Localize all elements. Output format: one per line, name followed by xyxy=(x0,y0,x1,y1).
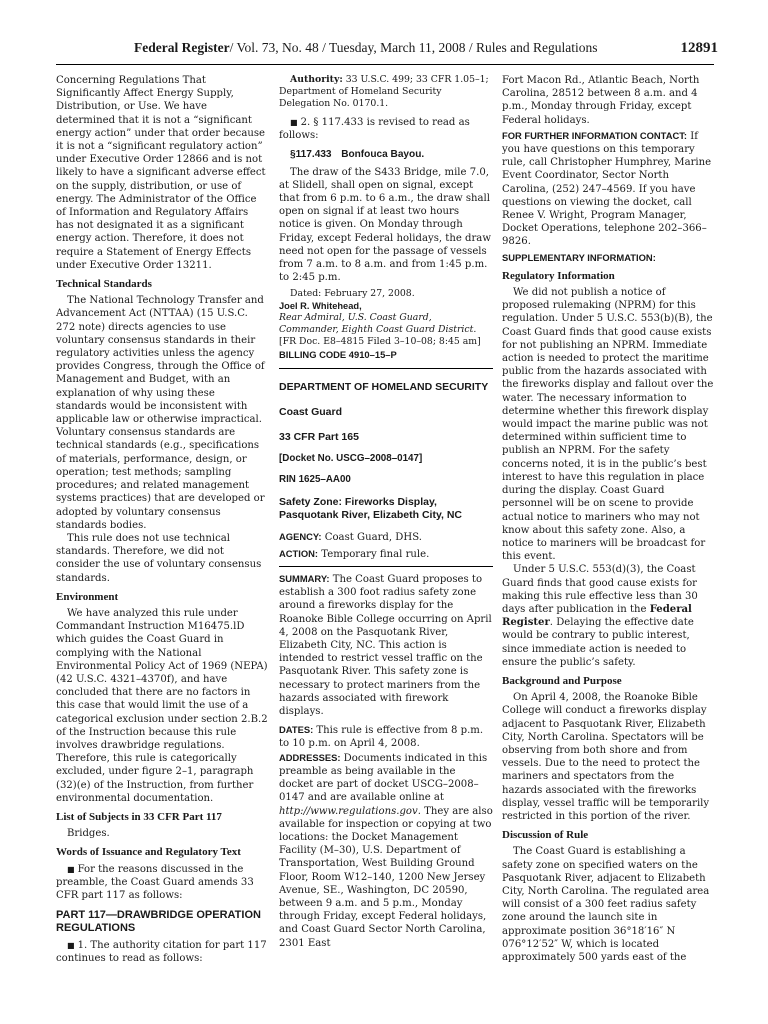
text: Under 5 U.S.C. 553(d)(3), the Coast Guard finds that good cause exists for making this rule effective less than 30 days after publication in the xyxy=(502,564,698,615)
heading-regulatory-information: Regulatory Information xyxy=(502,269,615,282)
journal-title: Federal Register xyxy=(134,40,230,55)
paragraph: The draw of the S433 Bridge, mile 7.0, at Slidell, shall open on signal, except that from 6 p.m. to 6 a.m., the draw shall open on signal if at least two hours notice is given. On Monday through Friday, except Federal holidays, the draw need not open for the passage of vessels from 7 a.m. to 8 a.m. and from 1:45 p.m. to 2:45 p.m. xyxy=(279,166,491,284)
cfr-heading: 33 CFR Part 165 xyxy=(279,430,359,443)
divider xyxy=(279,566,493,567)
paragraph: The National Technology Transfer and Advancement Act (NTTAA) (15 U.S.C. 272 note) directs agencies to use voluntary consensus standards in their regulatory activities unless the agency provides Congress, through the Office of Management and Budget, with an explanation of why using these standards would be inconsistent with applicable law or otherwise impractical. Voluntary consensus standards are technical standards (e.g., specifications of materials, performance, design, or operation; test methods; sampling procedures; and related management systems practices) that are developed or adopted by voluntary consensus standards bodies. xyxy=(56,295,265,531)
column-3 xyxy=(502,74,714,964)
paragraph: Concerning Regulations That Significantly Affect Energy Supply, Distribution, or Use. We have determined that it is not a “significant energy action” under that order because it is not a “significant regulatory action” under Executive Order 12866 and is not likely to have a significant adverse effect on the supply, distribution, or use of energy. The Administrator of the Office of Information and Regulatory Affairs has not designated it as a significant energy action. Therefore, it does not require a Statement of Energy Effects under Executive Order 13211. xyxy=(56,75,266,271)
heading-environment: Environment xyxy=(56,590,119,603)
agency-text: Coast Guard, DHS. xyxy=(321,531,422,543)
text: . Delaying the effective date would be contrary to public interest, since immediate action is needed to ensure the public’s safety. xyxy=(502,617,694,668)
authority-text: 33 U.S.C. 499; 33 CFR 1.05–1; Department of Homeland Security Delegation No. 0170.1. xyxy=(279,74,489,109)
paragraph: On April 4, 2008, the Roanoke Bible College will conduct a fireworks display adjacent to Pasquotank River, Elizabeth City, North Carolina. Spectators will be observing from both shore and from vessels. Due to the need to protect the mariners and spectators from the hazards associated with the fireworks display, vessel traffic will be temporarily restricted in this portion of the river. xyxy=(502,692,710,822)
divider xyxy=(279,368,493,369)
heading-background: Background and Purpose xyxy=(502,674,622,687)
section-title: Bonfouca Bayou. xyxy=(341,149,425,161)
paragraph: We have analyzed this rule under Commandant Instruction M16475.lD which guides the Coast Guard in complying with the National Environmental Policy Act of 1969 (NEPA) (42 U.S.C. 4321–4370f), and have concluded that there are no factors in this case that would limit the use of a categorical exclusion under section 2.B.2 of the Instruction because this rule involves drawbridge regulations. Therefore, this rule is categorically excluded, under figure 2–1, paragraph (32)(e) of the Instruction, from further environmental documentation. xyxy=(56,607,268,804)
action-line xyxy=(279,547,493,561)
department-heading: DEPARTMENT OF HOMELAND SECURITY xyxy=(279,380,489,393)
heading-words-of-issuance: Words of Issuance and Regulatory Text xyxy=(56,846,241,859)
fr-doc-line: [FR Doc. E8–4815 Filed 3–10–08; 8:45 am] xyxy=(279,336,481,348)
contact-info xyxy=(502,129,714,249)
column-1 xyxy=(56,74,268,966)
authority-citation xyxy=(279,74,493,110)
section-heading xyxy=(279,148,493,161)
agency-heading: Coast Guard xyxy=(279,405,343,418)
signer-title-text: Rear Admiral, U.S. Coast Guard, Commander, Eighth Coast Guard District. xyxy=(279,312,477,336)
section-number: §117.433 xyxy=(290,149,332,161)
authority-label: Authority: xyxy=(290,74,343,85)
paragraph: This rule does not use technical standards. Therefore, we did not consider the use of voluntary consensus standards. xyxy=(56,532,262,584)
signer-title xyxy=(279,312,493,336)
heading-technical-standards: Technical Standards xyxy=(56,278,152,291)
page-number: 12891 xyxy=(680,40,718,56)
summary xyxy=(279,572,493,718)
action-label: ACTION: xyxy=(279,547,319,559)
billing-code: BILLING CODE 4910–15–P xyxy=(279,349,397,361)
addresses-label: ADDRESSES: xyxy=(279,751,341,763)
dates xyxy=(279,723,493,750)
agency-line xyxy=(279,530,493,544)
amendatory-instruction: ■ 2. § 117.433 is revised to read as follows: xyxy=(279,116,493,142)
dates-text: This rule is effective from 8 p.m. to 10 p.m. on April 4, 2008. xyxy=(279,725,484,750)
heading-discussion: Discussion of Rule xyxy=(502,829,589,842)
addresses-text-cont: . They are also available for inspection or copying at two locations: the Docket Management Facility (M–30), U.S. Department of Transportation, West Building Ground Floor, Room W12–140, 1200 New Jersey Avenue, SE., Washington, DC 20590, between 9 a.m. and 5 p.m., Monday through Friday, except Federal holidays, and Coast Guard Sector North Carolina, 2301 East xyxy=(279,805,493,949)
header-rule xyxy=(56,64,714,65)
contact-label: FOR FURTHER INFORMATION CONTACT: xyxy=(502,129,688,141)
paragraph: The Coast Guard is establishing a safety zone on specified waters on the Pasquotank River, adjacent to Elizabeth City, North Carolina. The regulated area will consist of a 300 feet radius safety zone around the launch site in approximate position 36°18′16″ N 076°12′52″ W, which is located approximately 500 yards east of the xyxy=(502,846,710,963)
addresses-text: Documents indicated in this preamble as being available in the docket are part of docket USCG–2008–0147 and are available online at xyxy=(279,752,488,804)
rin-heading: RIN 1625–AA00 xyxy=(279,473,351,485)
federal-register-ref: Federal Register xyxy=(502,603,692,629)
paragraph: We did not publish a notice of proposed rulemaking (NPRM) for this regulation. Under 5 U.S.C. 553(b)(B), the Coast Guard finds that good cause exists for not publishing an NPRM. Immediate action is needed to protect the maritime public from the hazards associated with the fireworks display and fallout over the water. The necessary information to determine whether this firework display would impact the marine public was not determined within sufficient time to publish an NPRM. For the safety concerns noted, it is in the public’s best interest to have this regulation in place during the display. Coast Guard personnel will be on scene to provide actual notice to mariners who may not know about this safety zone. Also, a notice to mariners will be broadcast for this event. xyxy=(502,287,714,563)
agency-label: AGENCY: xyxy=(279,530,322,542)
running-head xyxy=(134,40,597,56)
contact-text: If you have questions on this temporary rule, call Christopher Humphrey, Marine Event Coordinator, Sector North Carolina, (252) 247–4569. If you have questions on viewing the docket, call Renee V. Wright, Program Manager, Docket Operations, telephone 202–366–9826. xyxy=(502,130,712,248)
document-title: Safety Zone: Fireworks Display, Pasquotank River, Elizabeth City, NC xyxy=(279,495,463,521)
amendatory-instruction: ■ 1. The authority citation for part 117 continues to read as follows: xyxy=(56,939,268,965)
citation: / Vol. 73, No. 48 / Tuesday, March 11, 2008 / Rules and Regulations xyxy=(229,40,598,55)
paragraph: Bridges. xyxy=(67,828,110,840)
docket-heading: [Docket No. USCG–2008–0147] xyxy=(279,452,423,464)
action-text: Temporary final rule. xyxy=(318,548,430,560)
paragraph xyxy=(502,563,714,669)
dates-label: DATES: xyxy=(279,724,314,736)
regulations-gov-link[interactable]: http://www.regulations.gov xyxy=(279,805,418,817)
summary-text: The Coast Guard proposes to establish a 300 foot radius safety zone around a fireworks display for the Roanoke Bible College occurring on April 4, 2008 on the Pasquotank River, Elizabeth City, NC. This action is intended to restrict vessel traffic on the Pasquotank River. This safety zone is necessary to protect mariners from the hazards associated with firework displays. xyxy=(279,574,492,718)
supplementary-label: SUPPLEMENTARY INFORMATION: xyxy=(502,251,656,263)
summary-label: SUMMARY: xyxy=(279,573,330,585)
dated-line: Dated: February 27, 2008. xyxy=(290,288,415,300)
paragraph: Fort Macon Rd., Atlantic Beach, North Carolina, 28512 between 8 a.m. and 4 p.m., Monday through Friday, except Federal holidays. xyxy=(502,75,700,126)
signer-name: Joel R. Whitehead, xyxy=(279,301,362,312)
page-header xyxy=(0,0,768,60)
addresses xyxy=(279,751,493,950)
amendatory-instruction: ■ For the reasons discussed in the preamble, the Coast Guard amends 33 CFR part 117 as follows: xyxy=(56,863,268,903)
column-2 xyxy=(279,74,493,950)
part-heading: PART 117—DRAWBRIDGE OPERATION REGULATIONS xyxy=(56,909,261,935)
heading-list-of-subjects: List of Subjects in 33 CFR Part 117 xyxy=(56,810,222,823)
